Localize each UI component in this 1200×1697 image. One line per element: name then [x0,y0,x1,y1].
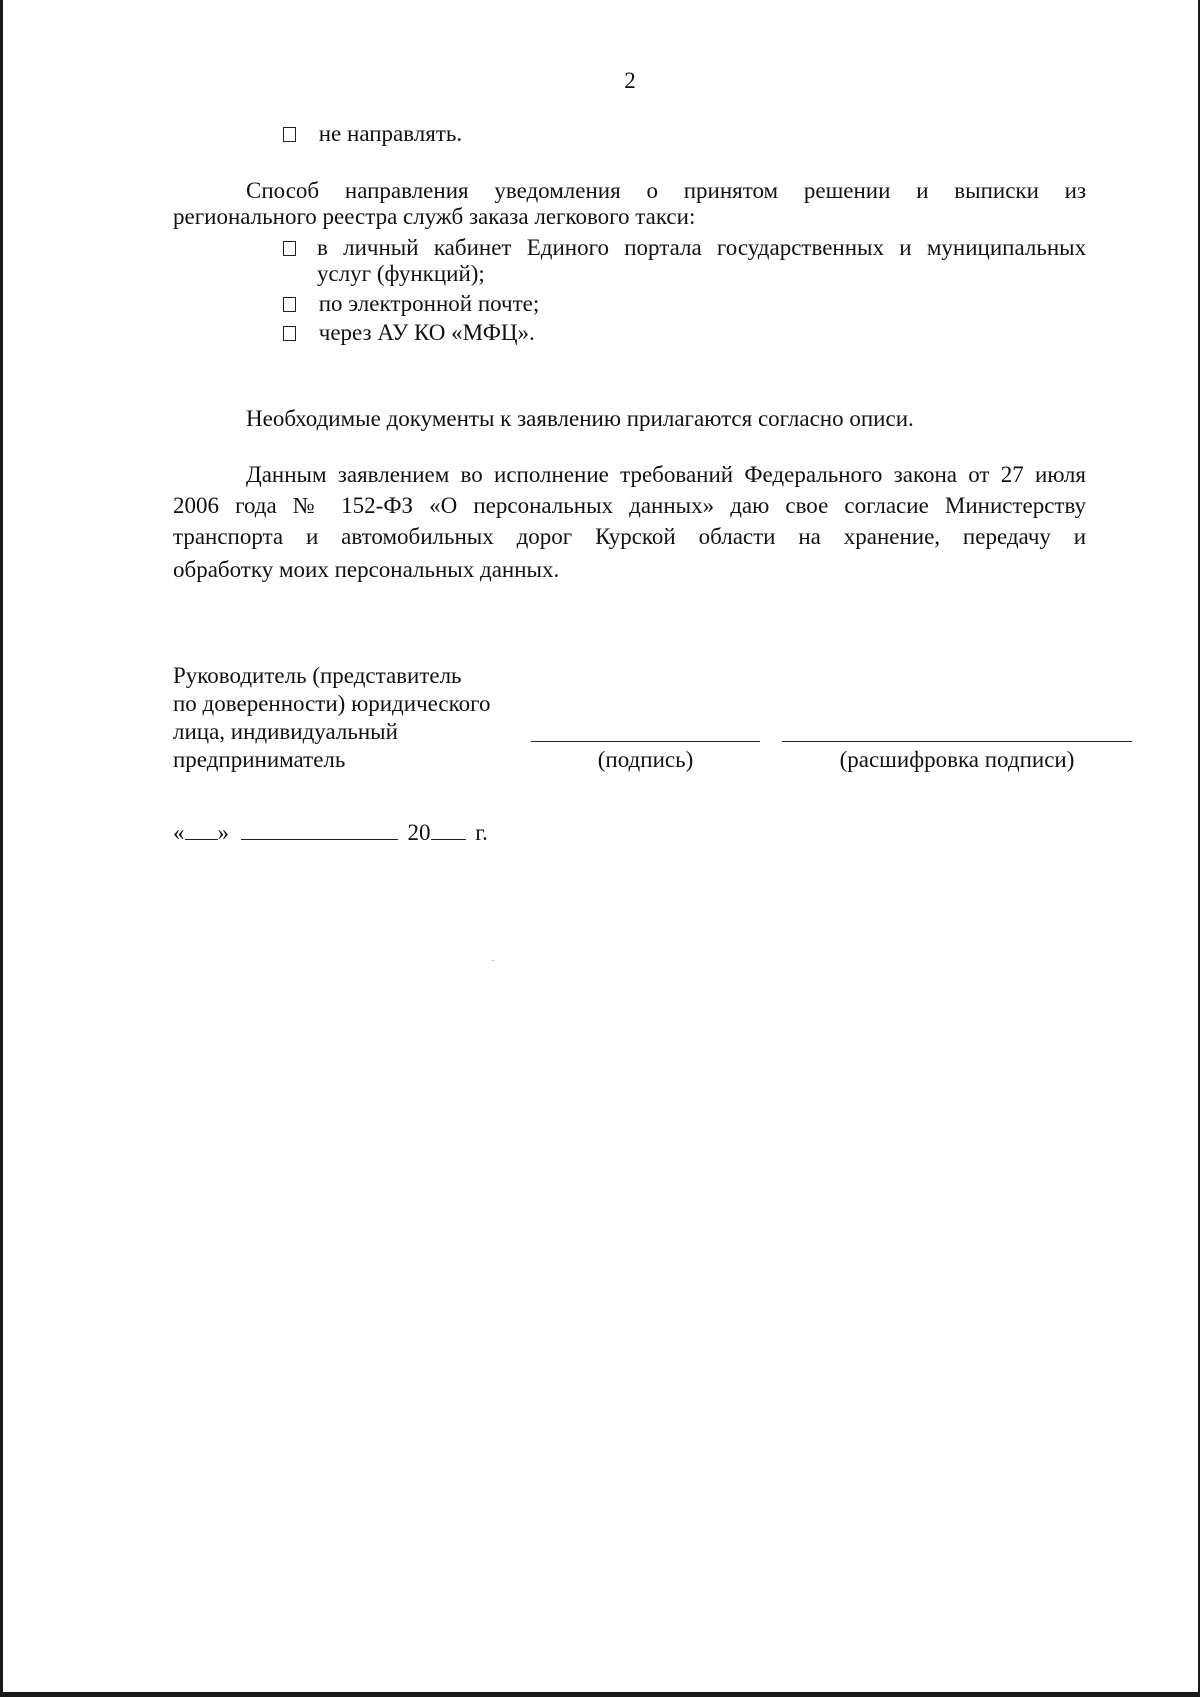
consent-line3: транспорта и автомобильных дорог Курской области на хранение, передачу и [173,524,1086,549]
signature-decode-line[interactable] [782,741,1132,742]
checkbox-personal-cabinet[interactable] [283,241,296,256]
delivery-intro-line1: Способ направления уведомления о принятом решении и выписки из [246,178,1086,203]
option-email-label: по электронной почте; [318,291,540,316]
date-year-blank[interactable] [431,819,466,840]
option-personal-cabinet-line1: в личный кабинет Единого портала государственных и муниципальных [317,235,1086,260]
checkbox-mfc[interactable] [283,326,296,341]
consent-line4: обработку моих персональных данных. [173,557,560,582]
date-open-quote: « [173,820,185,845]
signature-line[interactable] [531,741,760,742]
signer-role-line3: лица, индивидуальный [173,719,398,744]
checkbox-email[interactable] [283,297,296,312]
date-month-blank[interactable] [241,819,398,840]
option-personal-cabinet-line2: услуг (функций); [317,261,485,286]
scan-speck [492,960,494,961]
documents-note: Необходимые документы к заявлению прилагаются согласно описи. [246,406,914,431]
scan-border-left [0,0,3,1697]
option-not-send-label: не направлять. [318,121,463,146]
date-year-suffix: г. [475,820,488,845]
date-day-blank[interactable] [185,819,218,840]
consent-line2: 2006 года № 152-ФЗ «О персональных данных» даю свое согласие Министерству [173,493,1086,518]
scan-border-bottom [0,1692,1200,1697]
date-year-prefix: 20 [407,820,431,845]
option-mfc [283,319,535,347]
signature-decode-caption: (расшифровка подписи) [839,747,1075,772]
signer-role-line1: Руководитель (представитель [173,663,462,688]
page-number: 2 [624,68,636,93]
signer-role-line4: предприниматель [173,747,346,772]
consent-line1: Данным заявлением во исполнение требований Федерального закона от 27 июля [246,462,1086,487]
signature-caption: (подпись) [597,747,694,772]
option-mfc-label: через АУ КО «МФЦ». [318,320,535,345]
date-close-quote: » [217,820,229,845]
option-email [283,290,539,318]
option-not-send [283,120,462,148]
delivery-intro-line2: регионального реестра служб заказа легкового такси: [173,204,696,229]
checkbox-not-send[interactable] [283,127,296,142]
date-line [173,819,488,847]
signer-role-line2: по доверенности) юридического [173,691,491,716]
